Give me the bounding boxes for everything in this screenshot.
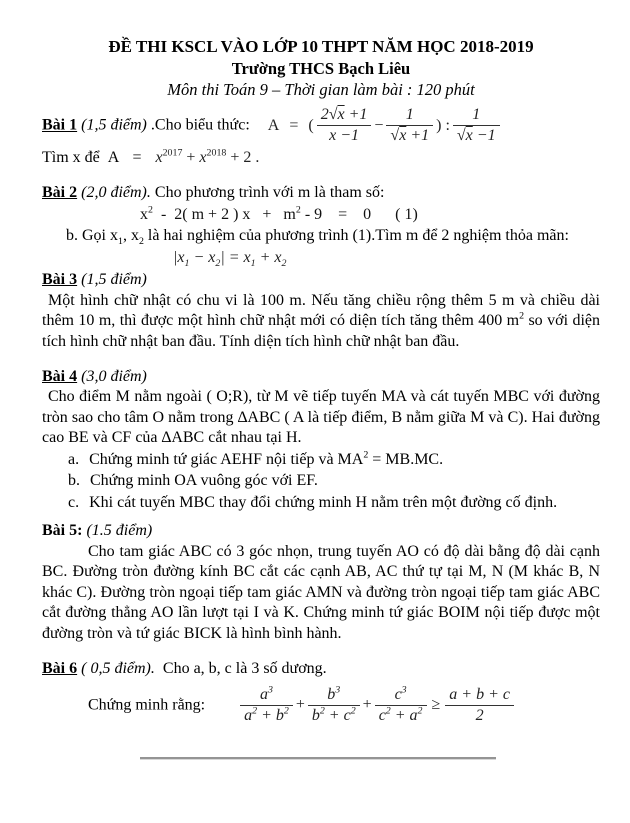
bai6-points: ( 0,5 điểm).: [81, 660, 155, 678]
bai1-label: Bài 1: [42, 116, 78, 134]
section-bai4: [42, 367, 600, 387]
bai6-prove-row: [42, 686, 600, 726]
bai2-item-b: b. Gọi $x_1$, $x_2$ là hai nghiệm của phương trình (1).Tìm m để 2 nghiệm thỏa mãn:: [66, 227, 569, 248]
bai6-intro: Cho a, b, c là 3 số dương.: [162, 660, 327, 678]
bai6-inequality: $\frac{a^3}{a^2 + b^2}$ + $\frac{b^3}{b^2 + c^2}$ + $\frac{c^3}{c^2 + a^2}$ ≥ $\frac{a + b + c}{2}$: [237, 696, 517, 713]
fraction: $\frac{a^3}{a^2 + b^2}$: [240, 686, 293, 726]
bai5-label: Bài 5:: [42, 522, 83, 540]
school-name: Trường THCS Bạch Liêu: [231, 58, 411, 78]
sqrt-sign: √: [328, 105, 338, 123]
section-bai6: [42, 659, 600, 679]
fraction: $\frac{1}{√x +1}$: [386, 106, 433, 146]
bai2-points: (2,0 điểm).: [81, 184, 151, 202]
bai1-find-x-line: Tìm x để $A = x^{2017} + x^{2018} + 2$ .: [42, 147, 260, 166]
bai4-item-c: c. Khi cát tuyến MBC thay đổi chứng minh H nằm trên một đường cố định.: [68, 493, 558, 511]
bai4-body: Cho điểm M nằm ngoài ( O;R), từ M vẽ tiếp tuyến MA và cát tuyến MBC với đường tròn sao cho tâm O nằm trong ∆ABC ( A là tiếp điểm, B nằm giữa M và C). Hai đường cao BE và CF của ∆ABC cắt nhau tại H.: [42, 388, 600, 447]
section-bai5: [42, 521, 600, 541]
bai6-label: Bài 6: [42, 660, 78, 678]
bai2-intro: Cho phương trình với m là tham số:: [154, 184, 385, 202]
bai4-label: Bài 4: [42, 367, 78, 385]
sqrt-sign: √: [456, 127, 466, 145]
geq-sign: ≥: [431, 696, 441, 714]
bai1-power-expression: $x^{2017} + x^{2018} + 2$ .: [155, 147, 260, 166]
exam-title: ĐỀ THI KSCL VÀO LỚP 10 THPT NĂM HỌC 2018-2019: [108, 37, 534, 56]
fraction: $\frac{a + b + c}{2}$: [445, 686, 514, 726]
bai3-label: Bài 3: [42, 271, 78, 289]
bai2-equation: $x^2 - 2$( m + 2 ) $x + m^2 - 9$ = 0 ( 1): [140, 204, 418, 223]
sqrt-sign: √: [390, 127, 400, 145]
bai5-body: Cho tam giác ABC có 3 góc nhọn, trung tuyến AO có độ dài bằng độ dài cạnh BC. Đường tròn đường kính BC cắt các cạnh AB, AC thứ tự tại M, N (M khác B, N khác C). Đường tròn ngoại tiếp tam giác AMN và đường tròn ngoại tiếp tam giác ABC cắt đường thẳng AO lần lượt tại I và K. Chứng minh tứ giác BOIM nội tiếp được một đường tròn và tứ giác BICK là hình bình hành.: [42, 542, 600, 642]
fraction: $\frac{b^3}{b^2 + c^2}$: [308, 686, 360, 726]
bai1-intro: .Cho biểu thức:: [150, 116, 250, 134]
fraction: $\frac{2√x +1}{x -1}$: [317, 106, 372, 146]
section-bai3: [42, 270, 600, 290]
bai3-body: Một hình chữ nhật có chu vi là 100 m. Nếu tăng chiều rộng thêm 5 m và chiều dài thêm 10 m, thì được một hình chữ nhật mới có diện tích tăng thêm 400 $m^2$ so với diện tích hình chữ nhật ban đầu. Tính diện tích hình chữ nhật ban đầu.: [42, 291, 600, 350]
bai4-points: (3,0 điểm): [81, 367, 147, 385]
section-bai2: [42, 183, 600, 203]
fraction: $\frac{c^3}{c^2 + a^2}$: [375, 686, 427, 726]
footer-divider: [140, 757, 496, 760]
bai3-points: (1,5 điểm): [81, 271, 147, 289]
bai1-points: (1,5 điểm): [81, 116, 147, 134]
exam-subject-line: Môn thi Toán 9 – Thời gian làm bài : 120 phút: [167, 79, 475, 99]
bai2-label: Bài 2: [42, 184, 78, 202]
bai6-prove-label: Chứng minh rằng:: [88, 696, 206, 714]
fraction: $\frac{1}{√x -1}$: [453, 106, 500, 146]
section-bai1: [42, 106, 600, 146]
bai4-item-b: b. Chứng minh OA vuông góc với EF.: [68, 472, 318, 490]
bai1-expression: A = ( $\frac{2√x +1}{x -1}$ − $\frac{1}{√x +1}$ ) : $\frac{1}{√x -1}$: [254, 117, 503, 134]
bai4-item-a: a. Chứng minh tứ giác AEHF nội tiếp và $MA^2 = MB.MC$.: [68, 449, 444, 468]
bai5-points: (1.5 điểm): [86, 522, 153, 540]
bai2-abs-equation: $|x_1 - x_2| = x_1 + x_2$: [173, 248, 287, 269]
